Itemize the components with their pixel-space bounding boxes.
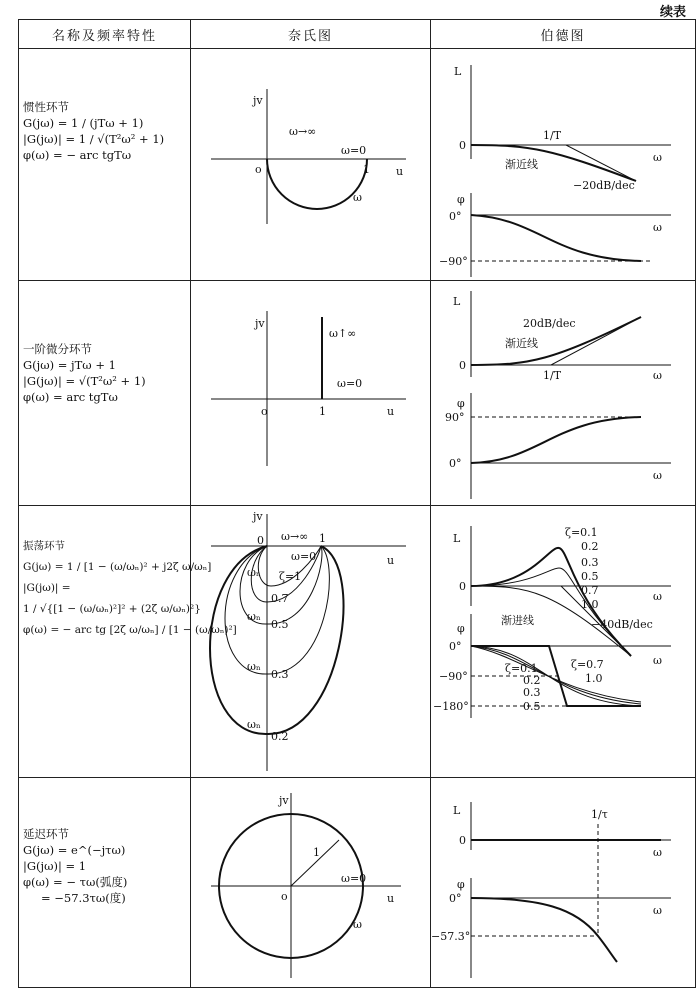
curve-label: ω=0 <box>341 144 367 157</box>
row1-formulas <box>19 49 191 281</box>
magnitude-curve <box>471 548 631 656</box>
axis-label: jv <box>253 510 263 523</box>
phase-curve <box>471 898 617 962</box>
origin-label: o <box>261 405 268 418</box>
tick-label: 0° <box>449 457 462 470</box>
zeta-label: ζ=1 <box>279 570 302 583</box>
row1-name: 惯性环节 <box>23 100 69 114</box>
zeta-label: 0.2 <box>271 730 289 743</box>
phase-curve <box>471 646 641 702</box>
axis-label: u <box>396 165 404 178</box>
tick-label: −180° <box>433 700 469 713</box>
curve-label: ω <box>353 191 362 204</box>
tau-label: 1/τ <box>591 808 608 821</box>
asymptote-label: 渐近线 <box>505 158 538 171</box>
zeta-label: 0.7 <box>581 584 599 597</box>
bode-plot-oscillation <box>431 506 696 778</box>
nyquist-curve-zeta-0.3 <box>225 546 329 674</box>
axis-label: φ <box>457 878 465 891</box>
tick-label: 0° <box>449 210 462 223</box>
asymptote-label: 渐近线 <box>505 337 538 350</box>
axis-label: ω <box>653 221 662 234</box>
row2-text <box>23 341 146 405</box>
bode-plot-delay <box>431 778 696 988</box>
wn-label: ωₙ <box>247 718 261 731</box>
axis-label: L <box>453 295 461 308</box>
zeta-label: 0.5 <box>523 700 541 713</box>
table-row <box>19 281 696 506</box>
table-row <box>19 778 696 988</box>
row3-formula: 1 / √{[1 − (ω/ωₙ)²]² + (2ζ ω/ωₙ)²} <box>23 603 201 615</box>
bode-plot-derivative <box>431 281 696 506</box>
table-row <box>19 506 696 778</box>
header-nyquist: 奈氏图 <box>191 20 431 49</box>
row4-formula: |G(jω)| = 1 <box>23 859 87 874</box>
row4-bode <box>431 778 696 988</box>
row3-formula: φ(ω) = − arc tg [2ζ ω/ωₙ] / [1 − (ω/ωₙ)²] <box>23 624 237 636</box>
zeta-label: 0.3 <box>523 686 541 699</box>
phase-curve <box>471 417 641 463</box>
origin-label: 0 <box>257 534 264 547</box>
nyquist-plot-derivative <box>191 281 431 506</box>
row4-formulas <box>19 778 191 988</box>
row2-formulas <box>19 281 191 506</box>
radius-label: 1 <box>313 846 320 859</box>
wn-label: ωₙ <box>247 660 261 673</box>
row3-formula: |G(jω)| = <box>23 582 71 594</box>
axis-label: u <box>387 554 395 567</box>
tick-label: 0° <box>449 892 462 905</box>
axis-label: L <box>453 532 461 545</box>
header-name: 名称及频率特性 <box>19 20 191 49</box>
axis-label: u <box>387 405 395 418</box>
tick-label: 0 <box>459 834 466 847</box>
corner-label: 1/T <box>543 129 562 142</box>
row4-nyquist <box>191 778 431 988</box>
asymptote <box>471 145 636 181</box>
curve-label: ω=0 <box>291 550 317 563</box>
zeta-label: ζ=0.1 <box>505 662 538 675</box>
curve-label: ω <box>353 918 362 931</box>
row1-formula: φ(ω) = − arc tgTω <box>23 148 132 163</box>
row2-formula: φ(ω) = arc tgTω <box>23 390 118 405</box>
axis-label: jv <box>253 94 263 107</box>
row2-bode <box>431 281 696 506</box>
nyquist-curve <box>267 159 367 209</box>
zeta-label: 0.2 <box>523 674 541 687</box>
row2-nyquist <box>191 281 431 506</box>
axis-label: φ <box>457 193 465 206</box>
slope-label: −40dB/dec <box>591 618 653 631</box>
asymptote-label: 渐进线 <box>501 614 534 627</box>
header-bode: 伯德图 <box>431 20 696 49</box>
zeta-label: 0.5 <box>581 570 599 583</box>
table-row <box>19 49 696 281</box>
curve-label: ω=0 <box>337 377 363 390</box>
zeta-label: 1.0 <box>581 598 599 611</box>
bode-plot-lag <box>431 49 696 281</box>
tick-label: −90° <box>439 255 468 268</box>
axis-label: jv <box>279 794 289 807</box>
tick-label: 0 <box>459 359 466 372</box>
origin-label: o <box>281 890 288 903</box>
slope-label: 20dB/dec <box>523 317 576 330</box>
tick-label: 0° <box>449 640 462 653</box>
zeta-label: 0.5 <box>271 618 289 631</box>
nyquist-plot-oscillation <box>191 506 431 778</box>
row3-formula: G(jω) = 1 / [1 − (ω/ωₙ)² + j2ζ ω/ωₙ] <box>23 561 212 573</box>
row4-formula: φ(ω) = − τω(弧度) <box>23 875 128 890</box>
row3-nyquist <box>191 506 431 778</box>
axis-label: u <box>387 892 395 905</box>
curve-label: 1 <box>363 163 370 176</box>
axis-label: ω <box>653 469 662 482</box>
row4-formula: = −57.3τω(度) <box>41 891 126 906</box>
origin-label: o <box>255 163 262 176</box>
axis-label: L <box>454 65 462 78</box>
row1-bode <box>431 49 696 281</box>
tick-label: 90° <box>445 411 465 424</box>
axis-label: ω <box>653 846 662 859</box>
tick-label: 0 <box>459 139 466 152</box>
zeta-label: ζ=0.7 <box>571 658 604 671</box>
zeta-label: 0.3 <box>271 668 289 681</box>
nyquist-plot-lag <box>191 49 431 281</box>
zeta-label: 0.2 <box>581 540 599 553</box>
curve-label: ω=0 <box>341 872 367 885</box>
magnitude-curve <box>471 145 636 181</box>
slope-label: −20dB/dec <box>573 179 635 192</box>
corner-label: 1/T <box>543 369 562 382</box>
tick-label: −57.3° <box>431 930 471 943</box>
row3-name: 振荡环节 <box>23 540 65 552</box>
zeta-label: 1.0 <box>585 672 603 685</box>
header-row <box>19 20 696 49</box>
row1-text <box>23 99 164 163</box>
axis-label: ω <box>653 590 662 603</box>
axis-label: L <box>453 804 461 817</box>
tick-label: −90° <box>439 670 468 683</box>
row4-text <box>23 826 127 906</box>
magnitude-curve <box>471 568 631 656</box>
curve-label: 1 <box>319 405 326 418</box>
axis-label: ω <box>653 151 662 164</box>
curve-label: ω↑∞ <box>329 327 357 340</box>
row2-formula: |G(jω)| = √(T²ω² + 1) <box>23 374 146 389</box>
nyquist-plot-delay <box>191 778 431 988</box>
axis-label: φ <box>457 397 465 410</box>
continuation-label: 续表 <box>659 5 686 20</box>
row2-name: 一阶微分环节 <box>23 342 92 356</box>
wn-label: ωₙ <box>247 566 261 579</box>
row3-bode <box>431 506 696 778</box>
zeta-label: ζ=0.1 <box>565 526 598 539</box>
axis-label: ω <box>653 904 662 917</box>
axis-label: φ <box>457 622 465 635</box>
frequency-characteristics-table <box>18 19 696 988</box>
phase-curve <box>471 215 641 261</box>
row3-formulas <box>19 506 237 778</box>
curve-label: ω→∞ <box>289 125 317 138</box>
curve-label: ω→∞ <box>281 530 309 543</box>
row1-nyquist <box>191 49 431 281</box>
row4-name: 延迟环节 <box>23 827 69 841</box>
zeta-label: 0.3 <box>581 556 599 569</box>
axis-label: jv <box>255 317 265 330</box>
tick-label: 0 <box>459 580 466 593</box>
row2-formula: G(jω) = jTω + 1 <box>23 358 116 373</box>
nyquist-curve-zeta-0.2 <box>210 546 343 734</box>
axis-label: ω <box>653 654 662 667</box>
row4-formula: G(jω) = e^(−jτω) <box>23 843 126 858</box>
row1-formula: |G(jω)| = 1 / √(T²ω² + 1) <box>23 132 165 147</box>
curve-label: 1 <box>319 532 326 545</box>
wn-label: ωₙ <box>247 610 261 623</box>
row1-formula: G(jω) = 1 / (jTω + 1) <box>23 116 144 131</box>
zeta-label: 0.7 <box>271 592 289 605</box>
phase-curve <box>471 646 641 704</box>
axis-label: ω <box>653 369 662 382</box>
